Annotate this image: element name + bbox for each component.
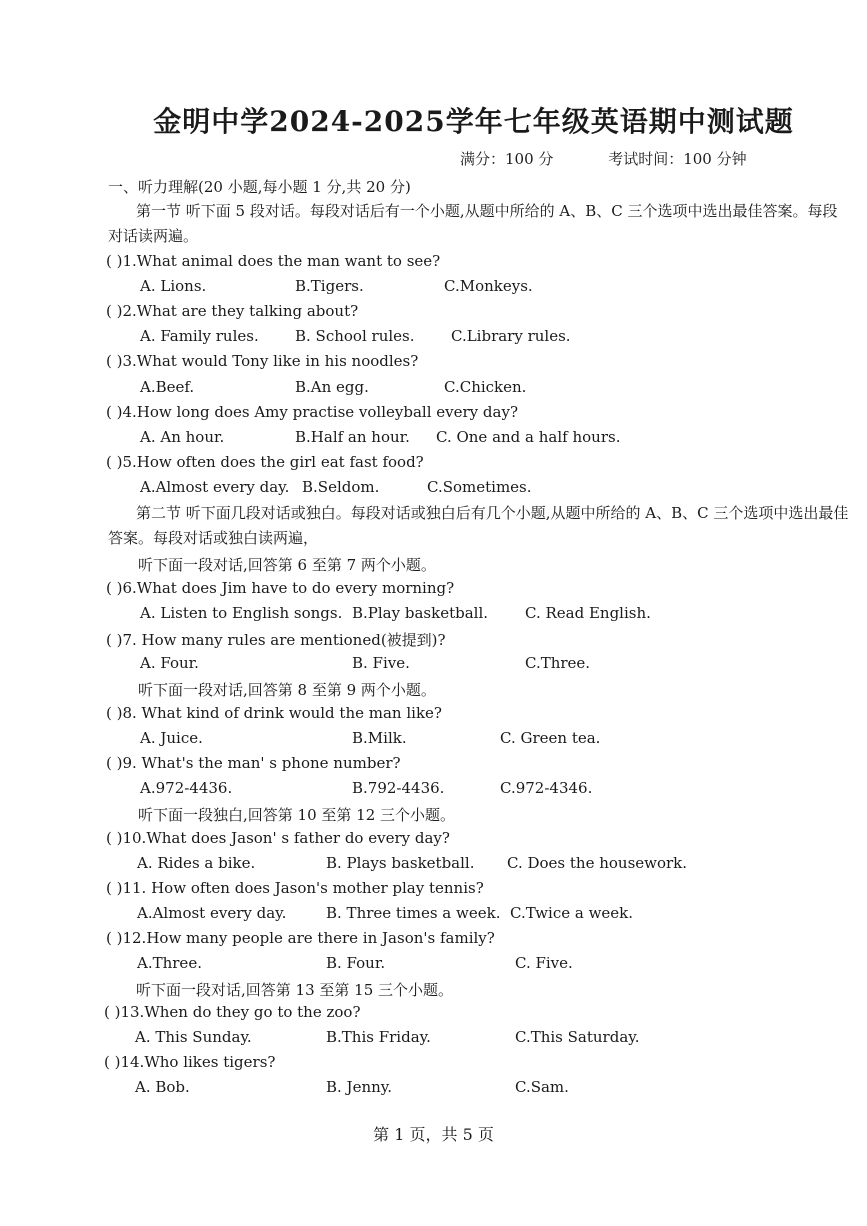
q9-option-a: A.972-4436. [140, 779, 233, 797]
question-13: ( )13.When do they go to the zoo? [104, 1003, 361, 1021]
instruction-10-12: 听下面一段独白,回答第 10 至第 12 三个小题。 [138, 806, 456, 824]
question-12: ( )12.How many people are there in Jason's family? [106, 929, 495, 947]
question-2: ( )2.What are they talking about? [106, 302, 359, 320]
question-5: ( )5.How often does the girl eat fast food? [106, 453, 424, 471]
q7-option-c: C.Three. [525, 654, 591, 672]
q3-option-b: B.An egg. [295, 378, 369, 396]
q13-option-c: C.This Saturday. [515, 1028, 640, 1046]
question-11: ( )11. How often does Jason's mother play tennis? [106, 879, 484, 897]
q2-option-b: B. School rules. [295, 327, 415, 345]
part2-instructions: 第二节 听下面几段对话或独白。每段对话或独白后有几个小题,从题中所给的 A、B、C 三个选项中选出最佳答案。每段对话或独白读两遍， [108, 504, 849, 547]
q14-option-a: A. Bob. [135, 1078, 190, 1096]
q14-option-c: C.Sam. [515, 1078, 569, 1096]
q3-option-a: A.Beef. [140, 378, 195, 396]
q11-option-a: A.Almost every day. [137, 904, 287, 922]
q5-option-c: C.Sometimes. [427, 478, 532, 496]
q5-option-a: A.Almost every day. [140, 478, 290, 496]
q7-option-a: A. Four. [140, 654, 199, 672]
instruction-13-15: 听下面一段对话,回答第 13 至第 15 三个小题。 [136, 981, 454, 999]
q8-option-b: B.Milk. [352, 729, 407, 747]
q12-option-b: B. Four. [326, 954, 386, 972]
q6-option-b: B.Play basketball. [352, 604, 489, 622]
q10-option-a: A. Rides a bike. [137, 854, 256, 872]
q3-option-c: C.Chicken. [444, 378, 527, 396]
q6-option-a: A. Listen to English songs. [140, 604, 343, 622]
q14-option-b: B. Jenny. [326, 1078, 393, 1096]
question-4: ( )4.How long does Amy practise volleyball every day? [106, 403, 518, 421]
q5-option-b: B.Seldom. [302, 478, 380, 496]
q10-option-c: C. Does the housework. [507, 854, 688, 872]
q1-option-a: A. Lions. [140, 277, 207, 295]
question-8: ( )8. What kind of drink would the man like? [106, 704, 442, 722]
instruction-6-7: 听下面一段对话,回答第 6 至第 7 两个小题。 [138, 556, 436, 574]
question-10: ( )10.What does Jason' s father do every day? [106, 829, 450, 847]
question-9: ( )9. What's the man' s phone number? [106, 754, 401, 772]
q12-option-a: A.Three. [137, 954, 202, 972]
q11-option-c: C.Twice a week. [510, 904, 634, 922]
q7-option-b: B. Five. [352, 654, 410, 672]
section-heading: 一、听力理解(20 小题,每小题 1 分,共 20 分) [108, 178, 411, 196]
part1-instructions: 第一节 听下面 5 段对话。每段对话后有一个小题,从题中所给的 A、B、C 三个选项中选出最佳答案。每段对话读两遍。 [108, 202, 838, 245]
q1-option-c: C.Monkeys. [444, 277, 533, 295]
exam-title: 金明中学2024-2025学年七年级英语期中测试题 [153, 105, 794, 138]
q8-option-c: C. Green tea. [500, 729, 601, 747]
q12-option-c: C. Five. [515, 954, 573, 972]
q9-option-c: C.972-4346. [500, 779, 593, 797]
q8-option-a: A. Juice. [140, 729, 203, 747]
q4-option-b: B.Half an hour. [295, 428, 410, 446]
instruction-8-9: 听下面一段对话,回答第 8 至第 9 两个小题。 [138, 681, 436, 699]
full-score: 满分：100 分 [460, 150, 554, 168]
question-3: ( )3.What would Tony like in his noodles? [106, 352, 419, 370]
q2-option-c: C.Library rules. [451, 327, 571, 345]
q13-option-b: B.This Friday. [326, 1028, 431, 1046]
question-7: ( )7. How many rules are mentioned(被提到)? [106, 631, 446, 649]
question-1: ( )1.What animal does the man want to see? [106, 252, 441, 270]
q1-option-b: B.Tigers. [295, 277, 364, 295]
q4-option-a: A. An hour. [140, 428, 225, 446]
question-14: ( )14.Who likes tigers? [104, 1053, 276, 1071]
q10-option-b: B. Plays basketball. [326, 854, 475, 872]
page-footer: 第 1 页，共 5 页 [373, 1125, 494, 1144]
question-6: ( )6.What does Jim have to do every morning? [106, 579, 455, 597]
exam-meta [460, 148, 797, 169]
q6-option-c: C. Read English. [525, 604, 651, 622]
q13-option-a: A. This Sunday. [135, 1028, 252, 1046]
q11-option-b: B. Three times a week. [326, 904, 501, 922]
exam-time: 考试时间：100 分钟 [608, 150, 747, 168]
q2-option-a: A. Family rules. [140, 327, 259, 345]
q4-option-c: C. One and a half hours. [436, 428, 621, 446]
q9-option-b: B.792-4436. [352, 779, 445, 797]
